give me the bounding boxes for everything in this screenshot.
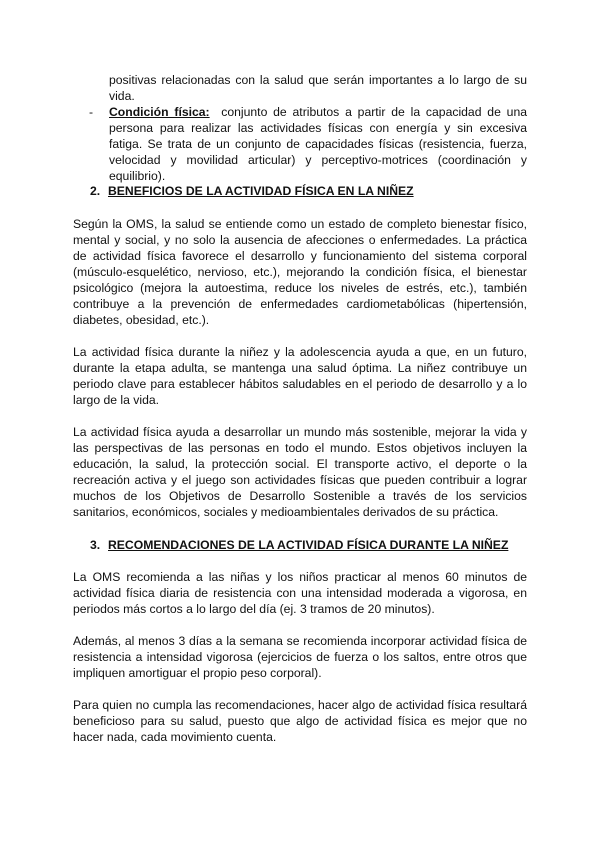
section-3-title: RECOMENDACIONES DE LA ACTIVIDAD FÍSICA DURANTE LA NIÑEZ [108,538,509,552]
section-2-paragraph: Según la OMS, la salud se entiende como un estado de completo bienestar físico, mental y social, y no solo la ausencia de afecciones o enfermedades. La práctica de actividad física favorece el desarrollo y funcionamiento del sistema corporal (músculo-esquelético, nervioso, etc.), mejorando la condición física, el bienestar psicológico (mejora la autoestima, reduce los niveles de estrés, etc.), también contribuye a la prevención de enfermedades cardiometabólicas (hipertensión, diabetes, obesidad, etc.). [73,217,527,327]
section-2-heading [90,183,414,199]
section-3-paragraph: Para quien no cumpla las recomendaciones, hacer algo de actividad física resultará beneficioso para su salud, puesto que algo de actividad física es mejor que no hacer nada, cada movimiento cuenta. [73,698,527,744]
condicion-fisica-item [109,104,527,184]
section-2-title: BENEFICIOS DE LA ACTIVIDAD FÍSICA EN LA NIÑEZ [108,184,414,198]
section-3-paragraph: Además, al menos 3 días a la semana se recomienda incorporar actividad física de resistencia a intensidad vigorosa (ejercicios de fuerza o los saltos, entre otros que impliquen amortiguar el propio peso corporal). [73,634,527,680]
continuation-text: positivas relacionadas con la salud que serán importantes a lo largo de su vida. [109,73,527,103]
section-2-paragraph: La actividad física ayuda a desarrollar un mundo más sostenible, mejorar la vida y las perspectivas de las personas en todo el mundo. Estos objetivos incluyen la educación, la salud, la protección social. El transporte activo, el deporte o la recreación activa y el juego son actividades físicas que pueden contribuir a lograr muchos de los Objetivos de Desarrollo Sostenible a través de los servicios sanitarios, económicos, sociales y medioambientales derivados de su práctica. [73,425,527,519]
bullet-marker: - [89,105,94,119]
section-3-number: 3. [90,538,101,552]
section-3-paragraph: La OMS recomienda a las niñas y los niños practicar al menos 60 minutos de actividad física diaria de resistencia con una intensidad moderada a vigorosa, en periodos más cortos a lo largo del día (ej. 3 tramos de 20 minutos). [73,570,527,616]
section-3-heading [90,537,508,553]
term-condicion-fisica: Condición física: [109,105,210,119]
section-2-paragraph: La actividad física durante la niñez y la adolescencia ayuda a que, en un futuro, durante la etapa adulta, se mantenga una salud óptima. La niñez contribuye un periodo clave para establecer hábitos saludables en el periodo de desarrollo y a lo largo de la vida. [73,345,527,407]
term-definition: conjunto de atributos a partir de la capacidad de una persona para realizar las actividades físicas con energía y sin excesiva fatiga. Se trata de un conjunto de capacidades físicas (resistencia, fuerza, velocidad y movilidad articular) y perceptivo-motrices (coordinación y equilibrio). [109,105,528,183]
section-2-number: 2. [90,184,101,198]
